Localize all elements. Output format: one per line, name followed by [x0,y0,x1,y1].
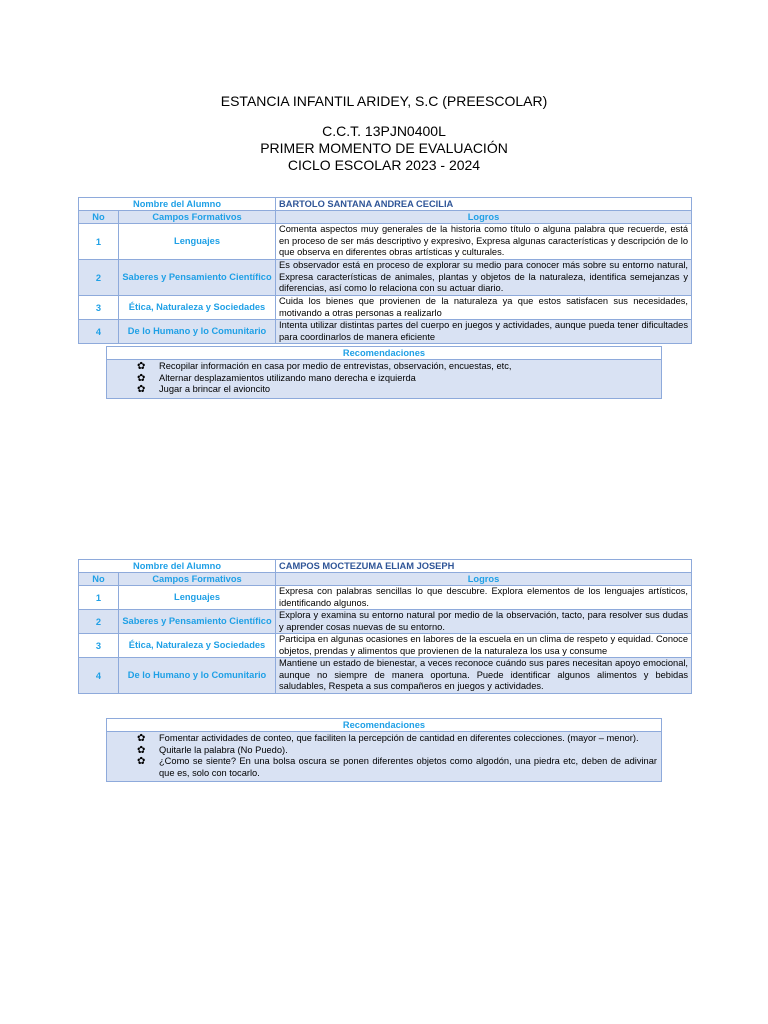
table-row [79,610,692,634]
student-name: CAMPOS MOCTEZUMA ELIAM JOSEPH [276,560,692,573]
recommendation-text: Recopilar información en casa por medio de entrevistas, observación, encuestas, etc, [159,361,512,371]
logro-text: Intenta utilizar distintas partes del cuerpo en juegos y actividades, aunque pueda tener dificultades para coordinarlos de manera eficiente [276,320,692,344]
no-header: No [79,573,119,586]
flower-bullet-icon: ✿ [137,744,146,756]
evaluation-table-2 [78,559,692,694]
list-item [137,384,657,396]
table-row [79,586,692,610]
recommendations-title: Recomendaciones [107,347,661,360]
recommendation-text: Fomentar actividades de conteo, que faciliten la percepción de cantidad en diferentes colecciones. (mayor – menor). [159,733,639,743]
student-name-label: Nombre del Alumno [79,198,276,211]
campos-header: Campos Formativos [119,573,276,586]
list-item [137,372,657,385]
logro-text: Explora y examina su entorno natural por medio de la observación, tacto, para resolver sus dudas y aprender cosas nuevas de su entorno. [276,610,692,634]
school-cct: C.C.T. 13PJN0400L [322,123,446,139]
recommendation-text: Jugar a brincar el avioncito [159,384,271,394]
table-row [79,224,692,260]
campo-formativo: Ética, Naturaleza y Sociedades [119,634,276,658]
table-row [79,260,692,296]
recommendations-box-2 [106,718,662,782]
logro-text: Participa en algunas ocasiones en labores de la escuela en un clima de respeto y equidad. Conoce objetos, prendas y alimentos que provienen de la naturaleza los usa y consume [276,634,692,658]
recommendation-text: Quitarle la palabra (No Puedo). [159,744,288,755]
list-item [137,733,657,745]
table-row [79,320,692,344]
row-number: 2 [79,260,119,296]
school-name: ESTANCIA INFANTIL ARIDEY, S.C (PREESCOLAR) [220,93,548,109]
recommendation-text: Alternar desplazamientos utilizando mano derecha e izquierda [159,372,416,383]
flower-bullet-icon: ✿ [137,756,146,767]
row-number: 4 [79,658,119,694]
logro-text: Comenta aspectos muy generales de la historia como título o alguna palabra que recuerde, está en proceso de ser más descriptivo y expresivo, Expresa algunas características y descripción de lo que observa en diferentes obras artísticas y culturales. [276,224,692,260]
row-number: 1 [79,224,119,260]
student-name: BARTOLO SANTANA ANDREA CECILIA [276,198,692,211]
table-row [79,634,692,658]
logro-text: Es observador está en proceso de explorar su medio para conocer más sobre su entorno natural, Expresa características de animales, plantas y objetos de la naturaleza, identifica semejanzas y diferencias, así como lo relaciona con su actuar diario. [276,260,692,296]
campo-formativo: Ética, Naturaleza y Sociedades [119,296,276,320]
student-name-label: Nombre del Alumno [79,560,276,573]
flower-bullet-icon: ✿ [137,361,146,372]
recommendations-title: Recomendaciones [107,719,661,732]
logros-header: Logros [276,211,692,224]
recommendations-list [107,360,661,398]
list-item [137,744,657,757]
flower-bullet-icon: ✿ [137,384,146,395]
campo-formativo: Lenguajes [119,224,276,260]
evaluation-table-1 [78,197,692,344]
row-number: 3 [79,634,119,658]
recommendation-text: ¿Como se siente? En una bolsa oscura se ponen diferentes objetos como algodón, una piedra etc, deben de adivinar que es, solo con tocarlo. [159,756,657,778]
evaluation-title: PRIMER MOMENTO DE EVALUACIÓN [260,140,508,156]
campo-formativo: Saberes y Pensamiento Científico [119,610,276,634]
campo-formativo: Lenguajes [119,586,276,610]
row-number: 3 [79,296,119,320]
flower-bullet-icon: ✿ [137,733,146,744]
school-cycle: CICLO ESCOLAR 2023 - 2024 [287,157,481,173]
campo-formativo: Saberes y Pensamiento Científico [119,260,276,296]
row-number: 4 [79,320,119,344]
flower-bullet-icon: ✿ [137,372,146,384]
row-number: 2 [79,610,119,634]
logros-header: Logros [276,573,692,586]
logro-text: Expresa con palabras sencillas lo que descubre. Explora elementos de los lenguajes artísticos, identificando algunos. [276,586,692,610]
list-item [137,756,657,779]
campo-formativo: De lo Humano y lo Comunitario [119,658,276,694]
recommendations-list [107,732,661,781]
recommendations-box-1 [106,346,662,399]
table-row [79,658,692,694]
no-header: No [79,211,119,224]
campo-formativo: De lo Humano y lo Comunitario [119,320,276,344]
table-row [79,296,692,320]
row-number: 1 [79,586,119,610]
logro-text: Cuida los bienes que provienen de la naturaleza ya que estos satisfacen sus necesidades, motivando a otras personas a realizarlo [276,296,692,320]
logro-text: Mantiene un estado de bienestar, a veces reconoce cuándo sus pares necesitan apoyo emocional, aunque no siempre de manera oportuna. Puede identificar algunos alimentos y bebidas saludables, Respeta a sus compañeros en juegos y actividades. [276,658,692,694]
campos-header: Campos Formativos [119,211,276,224]
list-item [137,361,657,373]
